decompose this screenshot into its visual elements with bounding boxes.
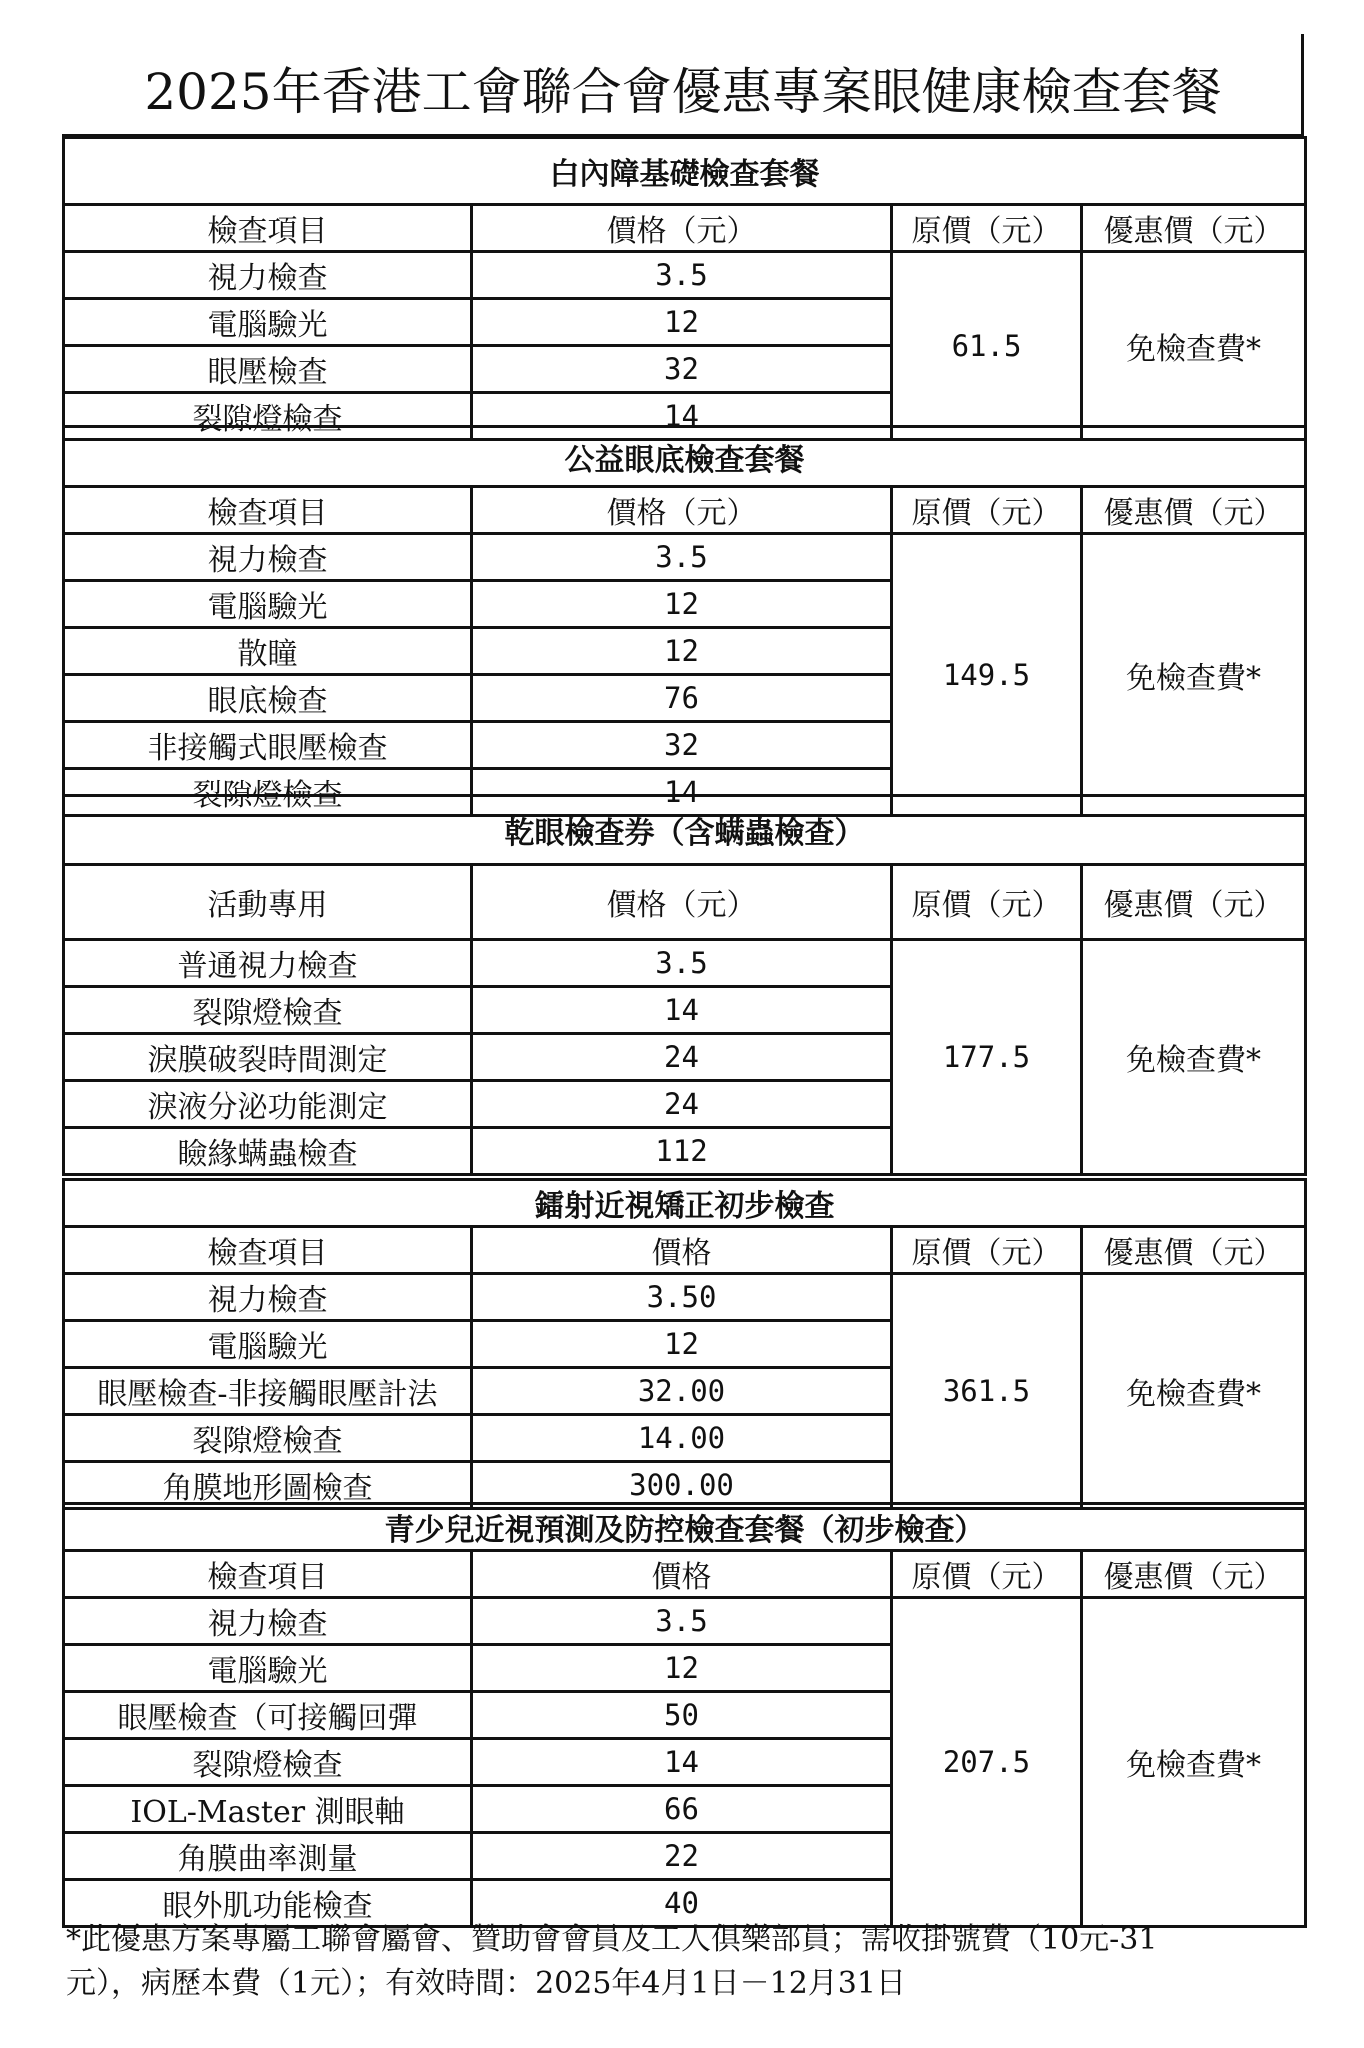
original-price: 61.5 bbox=[892, 252, 1082, 440]
item-name: 電腦驗光 bbox=[64, 1321, 472, 1368]
column-header-discount-price: 優惠價（元） bbox=[1082, 205, 1306, 252]
item-price: 3.5 bbox=[472, 252, 892, 299]
table-row bbox=[64, 534, 1306, 581]
package-title: 乾眼檢查券（含螨蟲檢查） bbox=[64, 796, 1306, 865]
item-name: 裂隙燈檢查 bbox=[64, 1415, 472, 1462]
item-price: 32 bbox=[472, 346, 892, 393]
discount-price: 免檢查費* bbox=[1082, 1598, 1306, 1927]
item-price: 24 bbox=[472, 1034, 892, 1081]
package-table bbox=[62, 136, 1307, 441]
column-header-item: 活動專用 bbox=[64, 865, 472, 940]
discount-price: 免檢查費* bbox=[1082, 1274, 1306, 1509]
item-name: 瞼緣螨蟲檢查 bbox=[64, 1128, 472, 1175]
item-price: 3.5 bbox=[472, 1598, 892, 1645]
column-header-original-price: 原價（元） bbox=[892, 487, 1082, 534]
original-price: 177.5 bbox=[892, 940, 1082, 1175]
package-laser bbox=[62, 1178, 1304, 1510]
item-name: 眼底檢查 bbox=[64, 675, 472, 722]
table-row bbox=[64, 1598, 1306, 1645]
footnote-line: *此優惠方案專屬工聯會屬會、贊助會會員及工人俱樂部員；需收掛號費（10元-31 bbox=[66, 1922, 1158, 1957]
item-name: 裂隙燈檢查 bbox=[64, 393, 472, 440]
item-name: 裂隙燈檢查 bbox=[64, 987, 472, 1034]
column-header-original-price: 原價（元） bbox=[892, 205, 1082, 252]
column-header-price: 價格（元） bbox=[472, 865, 892, 940]
column-header-price: 價格 bbox=[472, 1551, 892, 1598]
title-frame-line bbox=[1301, 34, 1304, 136]
item-name: 淚膜破裂時間測定 bbox=[64, 1034, 472, 1081]
package-title: 公益眼底檢查套餐 bbox=[64, 427, 1306, 487]
page-title: 2025年香港工會聯合會優惠專案眼健康檢查套餐 bbox=[144, 63, 1222, 121]
package-table bbox=[62, 1502, 1307, 1928]
package-cataract bbox=[62, 136, 1304, 441]
item-price: 14 bbox=[472, 769, 892, 816]
item-price: 12 bbox=[472, 628, 892, 675]
item-price: 40 bbox=[472, 1880, 892, 1927]
item-name: 角膜曲率測量 bbox=[64, 1833, 472, 1880]
column-header-item: 檢查項目 bbox=[64, 205, 472, 252]
package-fundus bbox=[62, 425, 1304, 817]
footnote-line: 元），病歷本費（1元）；有效時間：2025年4月1日－12月31日 bbox=[66, 1966, 906, 2001]
header-row bbox=[64, 1551, 1306, 1598]
item-name: 裂隙燈檢查 bbox=[64, 1739, 472, 1786]
item-price: 14 bbox=[472, 393, 892, 440]
item-price: 24 bbox=[472, 1081, 892, 1128]
item-name: 散瞳 bbox=[64, 628, 472, 675]
item-name: 視力檢查 bbox=[64, 252, 472, 299]
item-name: 淚液分泌功能測定 bbox=[64, 1081, 472, 1128]
column-header-original-price: 原價（元） bbox=[892, 865, 1082, 940]
column-header-item: 檢查項目 bbox=[64, 1227, 472, 1274]
table-row bbox=[64, 252, 1306, 299]
original-price: 361.5 bbox=[892, 1274, 1082, 1509]
item-price: 12 bbox=[472, 1321, 892, 1368]
item-name: 角膜地形圖檢查 bbox=[64, 1462, 472, 1509]
item-price: 112 bbox=[472, 1128, 892, 1175]
item-price: 32 bbox=[472, 722, 892, 769]
item-price: 12 bbox=[472, 299, 892, 346]
header-row bbox=[64, 1227, 1306, 1274]
item-name: 視力檢查 bbox=[64, 534, 472, 581]
item-name: 眼壓檢查-非接觸眼壓計法 bbox=[64, 1368, 472, 1415]
column-header-item: 檢查項目 bbox=[64, 1551, 472, 1598]
item-price: 50 bbox=[472, 1692, 892, 1739]
item-name: 電腦驗光 bbox=[64, 581, 472, 628]
table-row bbox=[64, 1274, 1306, 1321]
header-row bbox=[64, 487, 1306, 534]
column-header-discount-price: 優惠價（元） bbox=[1082, 1227, 1306, 1274]
package-youth-myopia bbox=[62, 1502, 1304, 1928]
item-name: 視力檢查 bbox=[64, 1598, 472, 1645]
footnote bbox=[66, 1918, 1296, 2006]
table-row bbox=[64, 940, 1306, 987]
item-name: 眼壓檢查（可接觸回彈 bbox=[64, 1692, 472, 1739]
item-price: 66 bbox=[472, 1786, 892, 1833]
item-price: 32.00 bbox=[472, 1368, 892, 1415]
column-header-original-price: 原價（元） bbox=[892, 1227, 1082, 1274]
column-header-item: 檢查項目 bbox=[64, 487, 472, 534]
discount-price: 免檢查費* bbox=[1082, 252, 1306, 440]
item-price: 3.5 bbox=[472, 940, 892, 987]
column-header-discount-price: 優惠價（元） bbox=[1082, 1551, 1306, 1598]
item-name: 電腦驗光 bbox=[64, 299, 472, 346]
package-table bbox=[62, 1178, 1307, 1510]
column-header-price: 價格（元） bbox=[472, 205, 892, 252]
header-row bbox=[64, 205, 1306, 252]
package-title: 青少兒近視預測及防控檢查套餐（初步檢查） bbox=[64, 1504, 1306, 1551]
package-title: 鐳射近視矯正初步檢查 bbox=[64, 1180, 1306, 1227]
column-header-discount-price: 優惠價（元） bbox=[1082, 865, 1306, 940]
item-name: 非接觸式眼壓檢查 bbox=[64, 722, 472, 769]
item-price: 76 bbox=[472, 675, 892, 722]
item-name: IOL-Master 測眼軸 bbox=[64, 1786, 472, 1833]
item-name: 視力檢查 bbox=[64, 1274, 472, 1321]
item-price: 12 bbox=[472, 1645, 892, 1692]
discount-price: 免檢查費* bbox=[1082, 940, 1306, 1175]
discount-price: 免檢查費* bbox=[1082, 534, 1306, 816]
item-price: 14.00 bbox=[472, 1415, 892, 1462]
item-name: 眼壓檢查 bbox=[64, 346, 472, 393]
package-dry-eye bbox=[62, 794, 1304, 1176]
item-price: 22 bbox=[472, 1833, 892, 1880]
item-name: 電腦驗光 bbox=[64, 1645, 472, 1692]
item-name: 裂隙燈檢查 bbox=[64, 769, 472, 816]
column-header-price: 價格 bbox=[472, 1227, 892, 1274]
package-title: 白內障基礎檢查套餐 bbox=[64, 138, 1306, 205]
header-row bbox=[64, 865, 1306, 940]
original-price: 149.5 bbox=[892, 534, 1082, 816]
item-price: 3.5 bbox=[472, 534, 892, 581]
package-table bbox=[62, 794, 1307, 1176]
column-header-discount-price: 優惠價（元） bbox=[1082, 487, 1306, 534]
column-header-price: 價格（元） bbox=[472, 487, 892, 534]
column-header-original-price: 原價（元） bbox=[892, 1551, 1082, 1598]
item-price: 12 bbox=[472, 581, 892, 628]
original-price: 207.5 bbox=[892, 1598, 1082, 1927]
item-price: 14 bbox=[472, 987, 892, 1034]
item-price: 300.00 bbox=[472, 1462, 892, 1509]
item-price: 14 bbox=[472, 1739, 892, 1786]
package-table bbox=[62, 425, 1307, 817]
item-price: 3.50 bbox=[472, 1274, 892, 1321]
item-name: 普通視力檢查 bbox=[64, 940, 472, 987]
item-name: 眼外肌功能檢查 bbox=[64, 1880, 472, 1927]
